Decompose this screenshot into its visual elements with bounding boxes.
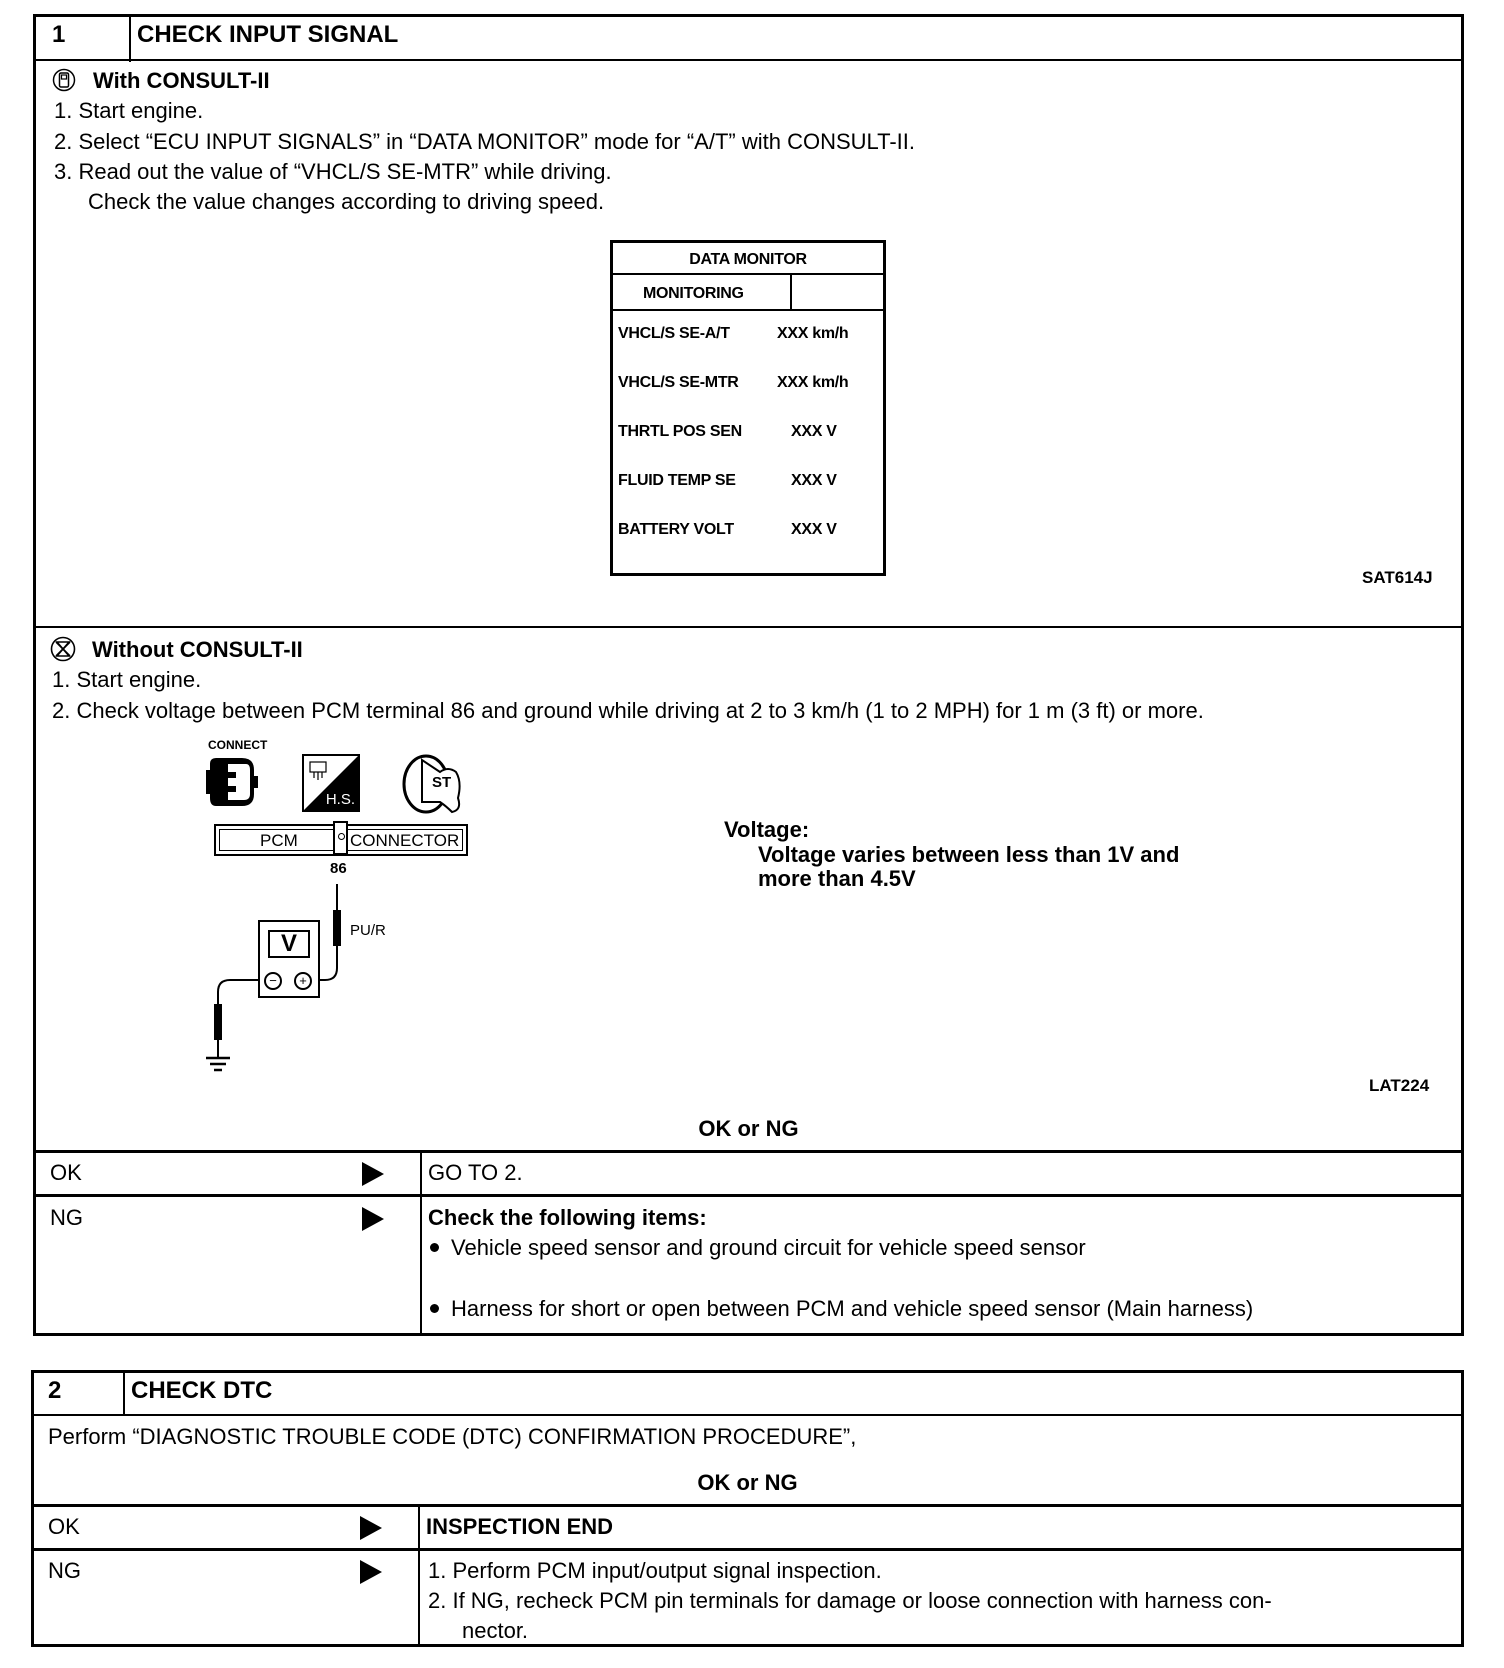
consult-step-3-note: Check the value changes according to driving speed. [88,189,605,214]
step1-ok-action: GO TO 2. [428,1160,523,1185]
ng-item-text: Harness for short or open between PCM and vehicle speed sensor (Main harness) [451,1296,1254,1321]
step1-ok-label: OK [50,1160,82,1185]
step1-result-divider [420,1150,422,1334]
dm-row-value: XXX V [791,472,837,489]
voltage-spec-line-1: Voltage varies between less than 1V and [758,842,1180,867]
step1-ng-item-2 [430,1296,1253,1322]
hs-label: H.S. [325,791,355,808]
step2-ng-item-2-cont: nector. [462,1618,529,1643]
connect-label: CONNECT [208,738,268,752]
consult-step-2: 2. Select “ECU INPUT SIGNALS” in “DATA MONITOR” mode for “A/T” with CONSULT-II. [54,129,916,154]
voltage-spec-title: Voltage: [724,817,810,842]
step1-number: 1 [52,21,66,48]
with-consult-heading: With CONSULT-II [93,68,270,93]
step2-ok-label: OK [48,1514,80,1539]
step2-header-line [31,1414,1464,1416]
step1-title: CHECK INPUT SIGNAL [137,21,399,48]
terminal-number: 86 [330,860,347,877]
data-monitor-title: DATA MONITOR [689,251,807,268]
step2-title: CHECK DTC [131,1377,273,1404]
step2-header-divider [123,1370,125,1416]
data-monitor-subheader: MONITORING [643,285,744,302]
consult-step-1: 1. Start engine. [54,98,204,123]
step2-ng-item-2: 2. If NG, recheck PCM pin terminals for damage or loose connection with harness con- [428,1588,1272,1613]
meter-label: V [268,930,310,958]
figure-code-lat224: LAT224 [1369,1076,1430,1095]
consult-section-divider [33,626,1464,628]
dm-row-label: VHCL/S SE-MTR [618,374,739,391]
ng-arrow-icon [360,1560,382,1584]
positive-terminal-icon: + [294,972,312,990]
step2-result-divider [418,1504,420,1646]
step2-ok-action: INSPECTION END [426,1514,614,1539]
ng-item-text: Vehicle speed sensor and ground circuit for vehicle speed sensor [451,1235,1086,1260]
dm-row-value: XXX km/h [777,374,849,391]
voltmeter-icon [258,920,320,998]
ok-arrow-icon [362,1162,384,1186]
negative-terminal-icon: − [264,972,282,990]
bullet-icon [430,1304,439,1313]
step2-result-header: OK or NG [697,1470,798,1495]
ng-arrow-icon [362,1207,384,1231]
step2-ng-label: NG [48,1558,81,1583]
step2-instruction: Perform “DIAGNOSTIC TROUBLE CODE (DTC) CONFIRMATION PROCEDURE”, [48,1424,857,1449]
step2-ng-item-1: 1. Perform PCM input/output signal inspection. [428,1558,882,1583]
voltage-check-diagram [190,740,490,1080]
ok-arrow-icon [360,1516,382,1540]
step1-header-divider [129,14,131,62]
voltage-spec-line-2: more than 4.5V [758,866,916,891]
wire-color-label: PU/R [350,922,386,939]
step2-number: 2 [48,1377,62,1404]
consult-tester-icon [52,68,76,92]
dm-row-label: FLUID TEMP SE [618,472,736,489]
step1-ng-label: NG [50,1205,83,1230]
step2-result-line [31,1504,1464,1507]
without-consult-heading: Without CONSULT-II [92,637,303,662]
step1-ok-ng-line [33,1194,1464,1197]
consult-step-3: 3. Read out the value of “VHCL/S SE-MTR” while driving. [54,159,612,184]
dm-row-value: XXX V [791,423,837,440]
figure-code-sat614j: SAT614J [1362,568,1433,587]
dm-row-label: VHCL/S SE-A/T [618,325,730,342]
dm-row-value: XXX km/h [777,325,849,342]
step1-header-line [33,59,1464,61]
dm-row-value: XXX V [791,521,837,538]
st-label: ST [432,774,452,791]
data-monitor-screen [610,240,886,576]
connector-right-label: CONNECTOR [350,831,460,850]
step1-ng-item-1 [430,1235,1086,1261]
step1-ng-action-title: Check the following items: [428,1205,707,1230]
dm-row-label: BATTERY VOLT [618,521,734,538]
no-consult-step-2: 2. Check voltage between PCM terminal 86 and ground while driving at 2 to 3 km/h (1 to 2 MPH) for 1 m (3 ft) or more. [52,698,1204,723]
no-consult-step-1: 1. Start engine. [52,667,202,692]
no-consult-icon [50,636,76,662]
bullet-icon [430,1243,439,1252]
step2-ok-ng-line [31,1548,1464,1551]
dm-row-label: THRTL POS SEN [618,423,742,440]
step1-result-line [33,1150,1464,1153]
step1-result-header: OK or NG [698,1116,799,1141]
connector-left-label: PCM [260,831,298,850]
